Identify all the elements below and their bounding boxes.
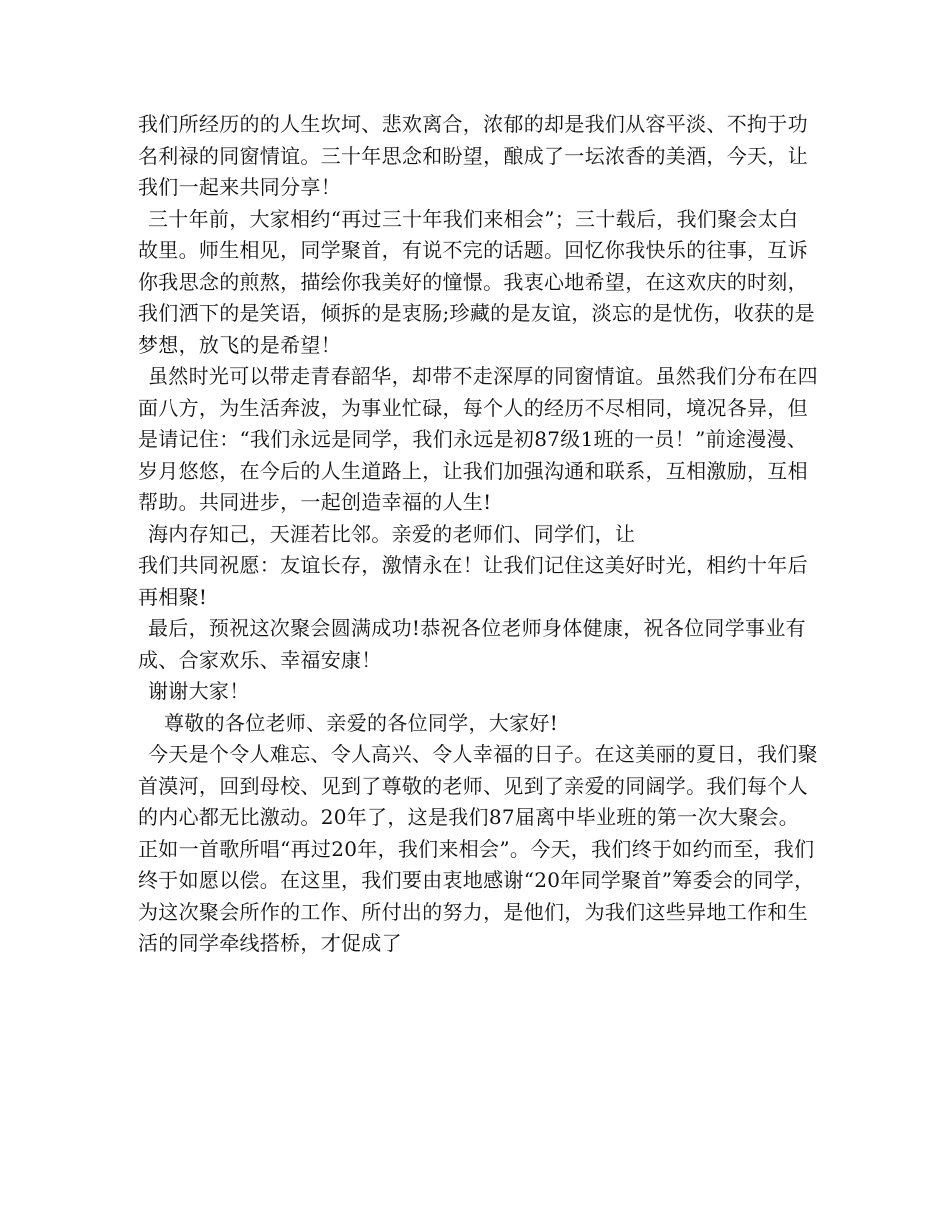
paragraph-thirty-years-reunion: 三十年前，大家相约“再过三十年我们来相会”；三十载后，我们聚会太白故里。师生相见，同学聚首，有说不完的话题。回忆你我快乐的往事，互诉你我思念的煎熬，描绘你我美好的憧憬。我衷心地希望，在这欢庆的时刻，我们洒下的是笑语，倾拆的是衷肠;珍藏的是友谊，淡忘的是忧伤，收获的是梦想，放飞的是希望！: [138, 206, 815, 357]
paragraph-close-friends: 海内存知己，天涯若比邻。亲爱的老师们、同学们，让: [148, 521, 636, 546]
paragraph-twenty-years-reunion: 今天是个令人难忘、令人高兴、令人幸福的日子。在这美丽的夏日，我们聚首漠河，回到母校、见到了尊敬的老师、见到了亲爱的同阔学。我们每个人的内心都无比激动。20年了，这是我们87届离中毕业班的第一次大聚会。正如一首歌所唱“再过20年，我们来相会”。今天，我们终于如约而至，我们终于如愿以偿。在这里，我们要由衷地感谢“20年同学聚首”筹委会的同学，为这次聚会所作的工作、所付出的努力，是他们，为我们这些异地工作和生活的同学牵线搭桥，才促成了: [138, 742, 818, 955]
document-body: [138, 109, 818, 960]
paragraph-classmate-bond: 虽然时光可以带走青春韶华，却带不走深厚的同窗情谊。虽然我们分布在四面八方，为生活奔波，为事业忙碌，每个人的经历不尽相同，境况各异，但是请记住：“我们永远是同学，我们永远是初87级1班的一员！”前途漫漫、岁月悠悠，在今后的人生道路上，让我们加强沟通和联系，互相激励，互相帮助。共同进步，一起创造幸福的人生!: [138, 364, 818, 514]
paragraph-closing-blessing: 最后，预祝这次聚会圆满成功!恭祝各位老师身体健康，祝各位同学事业有成、合家欢乐、幸福安康！: [138, 616, 806, 672]
paragraph-wishes: 我们共同祝愿：友谊长存，激情永在！让我们记住这美好时光，相约十年后再相聚!: [138, 553, 808, 609]
paragraph-greeting: 尊敬的各位老师、亲爱的各位同学，大家好!: [164, 710, 559, 735]
paragraph-shared-friendship: 我们所经历的的人生坎坷、悲欢离合，浓郁的却是我们从容平淡、不拘于功名利禄的同窗情谊。三十年思念和盼望，酿成了一坛浓香的美酒，今天，让我们一起来共同分享！: [138, 112, 808, 199]
paragraph-thanks: 谢谢大家！: [148, 679, 250, 703]
